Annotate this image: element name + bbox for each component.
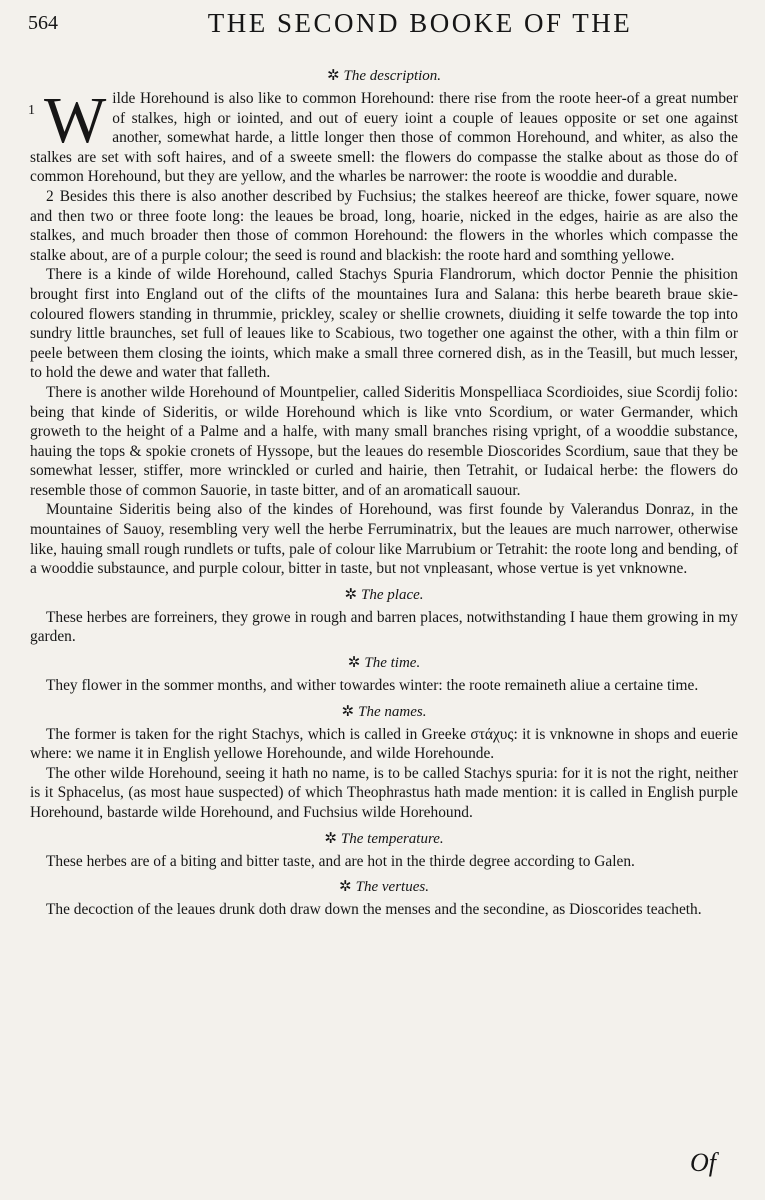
section-heading-time: ✲ The time. — [347, 655, 421, 672]
time-paragraph: They flower in the sommer months, and wither towardes winter: the roote remaineth aliue a certaine time. — [46, 677, 699, 695]
description-paragraph-1: 1 W ilde Horehound is also like to common Horehound: there rise from the roote heer-of a great number of stalkes, high or iointed, and out of euery ioint a couple of leaues opposite or set one against another, somewhat harde, a little longer then those of common Horehound, and whiter, as also the stalkes are set with soft haires, and of a sweete smell: the flowers do compasse the stalke about as those do of common Horehound, but they are yellow, and the wharles be narrower: the roote is wooddie and durable. — [28, 84, 738, 186]
names-paragraph-1: The former is taken for the right Stachys, which is called in Greeke στάχυς: it is vnknowne in shops and euerie where: we name it in English yellowe Horehounde, and wilde Horehounde. — [30, 725, 738, 763]
ornament-icon: ✲ — [326, 68, 340, 84]
place-paragraph: These herbes are forreiners, they growe in rough and barren places, notwithstanding I haue them growing in my garden. — [30, 608, 738, 646]
ornament-icon: ✲ — [341, 703, 355, 720]
ornament-icon: ✲ — [344, 586, 358, 603]
temperature-paragraph: These herbes are of a biting and bitter taste, and are hot in the thirde degree according to Galen. — [46, 852, 635, 870]
section-heading-vertues: ✲ The vertues. — [339, 879, 429, 896]
ornament-icon: ✲ — [339, 879, 352, 896]
description-paragraph-2: 2 Besides this there is also another described by Fuchsius; the stalkes heereof are thicke, fower square, nowe and then two or three foote long: the leaues be broad, long, hoarie, nicked in the edges, hairie as are also the stalkes, and much broader then those of common Horehound: the flowers in the whorles which compasse the stalke about, are of a purple colour; the seed is round and blackish: the roote hard and somthing yellowe. — [30, 187, 738, 264]
drop-cap: W — [44, 84, 107, 157]
description-paragraph-3: There is a kinde of wilde Horehound, called Stachys Spuria Flandrorum, which doctor Pennie the phisition brought first into England out of the clifts of the mountaines Iura and Salana: this herbe beareth braue skie-coloured flowers standing in thrummie, prickley, scaley or shellie crownets, diuiding it selfe towarde the top into sundry little braunches, set full of leaues like to Scabious, two together one against the other, with a thin film or peele between them closing the ioints, which make a small three cornered dish, as in the Teasill, but much lesser, to hold the dewe and water that falleth. — [30, 266, 738, 382]
ornament-icon: ✲ — [324, 830, 337, 847]
names-paragraph-2: The other wilde Horehound, seeing it hath no name, is to be called Stachys spuria: for it is not the right, neither is it Sphacelus, (as most haue suspected) of which Theophrastus hath made mention: it is called in English purple Horehound, bastarde wilde Horehound, and Fuchsius wilde Horehound. — [30, 764, 738, 821]
ornament-icon: ✲ — [347, 655, 361, 672]
page-body — [30, 60, 738, 920]
section-heading-names: ✲ The names. — [341, 703, 427, 720]
paragraph-number: 2 — [46, 187, 54, 205]
vertues-paragraph: The decoction of the leaues drunk doth draw down the menses and the secondine, as Dioscorides teacheth. — [46, 901, 702, 919]
description-paragraph-5: Mountaine Sideritis being also of the kindes of Horehound, was first founde by Valerandus Donraz, in the mountaines of Sauoy, resembling very well the herbe Ferruminatrix, but the leaues are much narrower, otherwise like, hauing small rough rundlets or tufts, pale of colour like Marrubium or Tetrahit: the roote long and bending, of a wooddie substaunce, and purple colour, bitter in taste, but not vnpleasant, whose vertue is yet vnknowne. — [30, 501, 738, 578]
section-heading-description: ✲ The description. — [326, 68, 442, 84]
margin-number: 1 — [28, 103, 35, 118]
running-title: THE SECOND BOOKE OF THE — [207, 8, 633, 38]
section-heading-place: ✲ The place. — [344, 586, 424, 603]
description-paragraph-4: There is another wilde Horehound of Mountpelier, called Sideritis Monspelliaca Scordioides, siue Scordij folio: being that kinde of Sideritis, or wilde Horehound which is like vnto Scordium, or water Germander, which groweth to the height of a Palme and a halfe, with many small branches rising vpright, of a wooddie substance, hauing the tops & spokie cronets of Hyssope, but the leaues do resemble Dioscorides Scordium, saue that they be somewhat lesser, stiffer, more wrinckled or curled and hairie, then Tetrahit, or Iudaical herbe: the flowers do resemble those of common Sauorie, in taste bitter, and of an aromaticall sauour. — [30, 383, 738, 499]
section-heading-temperature: ✲ The temperature. — [324, 830, 444, 847]
page-number: 564 — [28, 12, 58, 34]
catchword: Of — [690, 1148, 716, 1177]
